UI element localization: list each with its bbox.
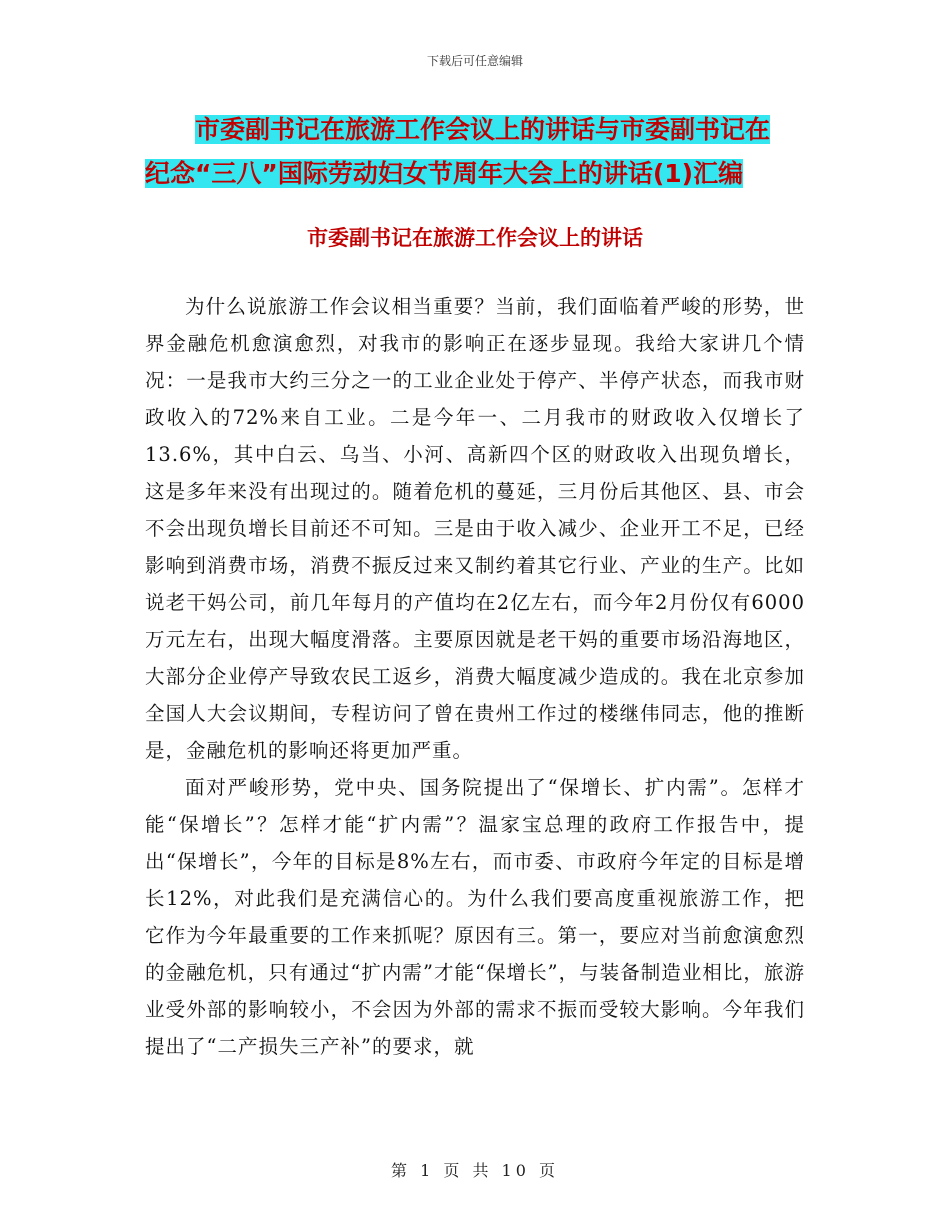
document-title	[145, 108, 805, 196]
body-paragraph-1: 为什么说旅游工作会议相当重要？当前，我们面临着严峻的形势，世界金融危机愈演愈烈，对我市的影响正在逐步显现。我给大家讲几个情况：一是我市大约三分之一的工业企业处于停产、半停产状态，而我市财政收入的72%来自工业。二是今年一、二月我市的财政收入仅增长了13.6%，其中白云、乌当、小河、高新四个区的财政收入出现负增长，这是多年来没有出现过的。随着危机的蔓延，三月份后其他区、县、市会不会出现负增长目前还不可知。三是由于收入减少、企业开工不足，已经影响到消费市场，消费不振反过来又制约着其它行业、产业的生产。比如说老干妈公司，前几年每月的产值均在2亿左右，而今年2月份仅有6000万元左右，出现大幅度滑落。主要原因就是老干妈的重要市场沿海地区，大部分企业停产导致农民工返乡，消费大幅度减少造成的。我在北京参加全国人大会议期间，专程访问了曾在贵州工作过的楼继伟同志，他的推断是，金融危机的影响还将更加严重。	[145, 295, 805, 762]
document-title-line-2	[145, 152, 805, 196]
document-title-line-1	[145, 108, 805, 152]
body-paragraph-2: 面对严峻形势，党中央、国务院提出了“保增长、扩内需”。怎样才能“保增长”？怎样才能“扩内需”？温家宝总理的政府工作报告中，提出“保增长”，今年的目标是8%左右，而市委、市政府今年定的目标是增长12%，对此我们是充满信心的。为什么我们要高度重视旅游工作，把它作为今年最重要的工作来抓呢？原因有三。第一，要应对当前愈演愈烈的金融危机，只有通过“扩内需”才能“保增长”，与装备制造业相比，旅游业受外部的影响较小，不会因为外部的需求不振而受较大影响。今年我们提出了“二产损失三产补”的要求，就	[145, 776, 805, 1058]
page-header: 下载后可任意编辑	[426, 54, 523, 68]
document-body	[145, 288, 805, 1065]
title-highlight-1: 市委副书记在旅游工作会议上的讲话与市委副书记在	[195, 115, 771, 144]
page-number-footer: 第 1 页 共 10 页	[391, 1161, 559, 1180]
section-heading: 市委副书记在旅游工作会议上的讲话	[307, 226, 643, 250]
title-highlight-2: 纪念“三八”国际劳动妇女节周年大会上的讲话(1)汇编	[145, 159, 744, 188]
